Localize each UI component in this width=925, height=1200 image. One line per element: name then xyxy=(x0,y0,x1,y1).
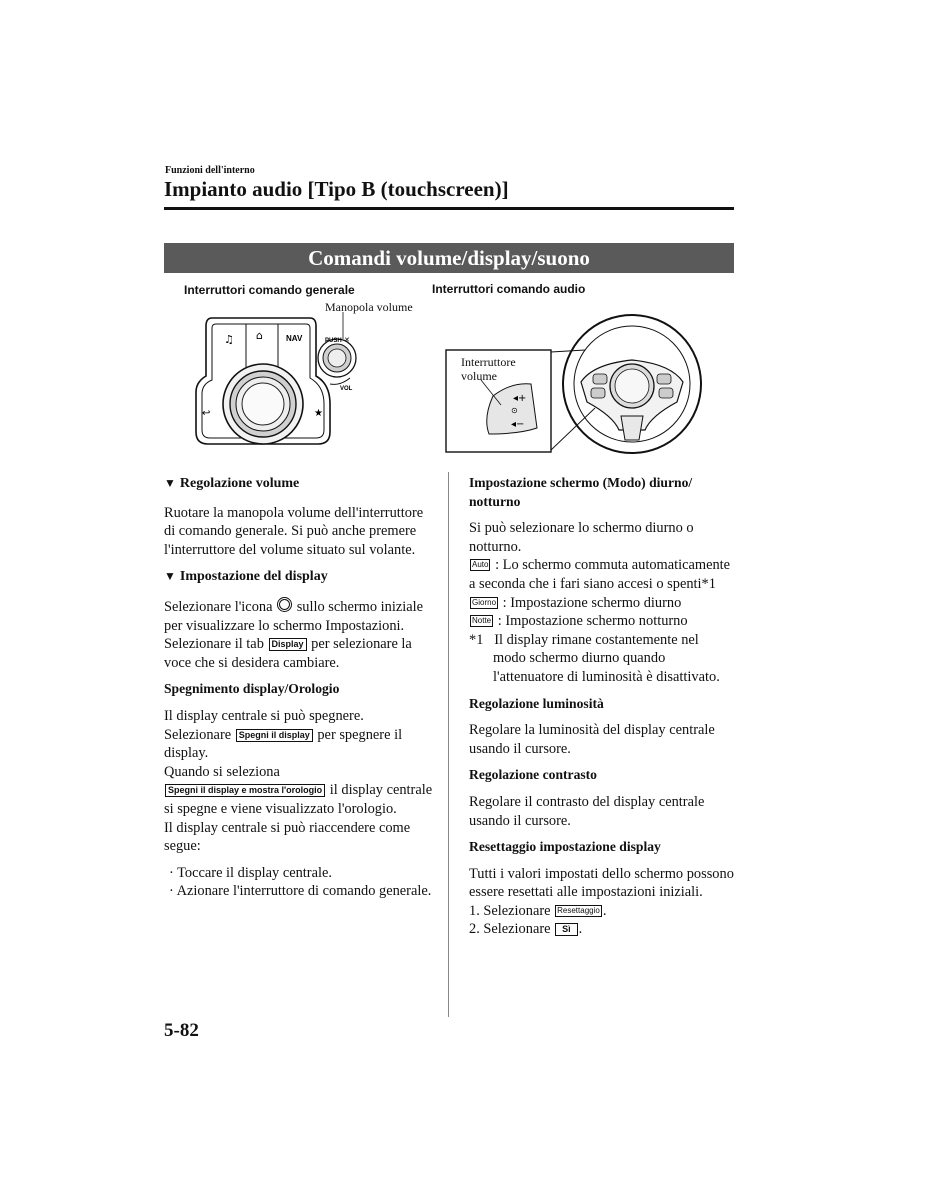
nav-label: NAV xyxy=(286,334,303,343)
footnote-text: Il display rimane costantemente nel modo schermo diurno quando l'attenuatore di luminosità è disattivato. xyxy=(493,631,720,685)
triangle-bullet-icon: ▼ xyxy=(164,569,176,584)
home-icon: ⌂ xyxy=(256,329,263,342)
mute-icon: ✕ xyxy=(344,336,350,344)
volume-up-icon: ◂+ xyxy=(513,393,527,404)
list-item: · Toccare il display centrale. xyxy=(169,864,332,881)
section-banner: Comandi volume/display/suono xyxy=(164,243,734,273)
step-1: 1. Selezionare Resettaggio . xyxy=(469,902,607,919)
paragraph-off-3: Quando si seleziona xyxy=(164,763,280,780)
subheading-brightness: Regolazione luminosità xyxy=(469,695,604,711)
subheading-reset: Resettaggio impostazione display xyxy=(469,839,661,855)
paragraph-volume: Ruotare la manopola volume dell'interruttore di comando generale. Si può anche premere l'interruttore del volume situato sul volante. xyxy=(164,504,424,558)
paragraph-off-1: Il display centrale si può spegnere. xyxy=(164,707,364,724)
voice-icon: ⊙ xyxy=(511,406,518,415)
display-off-key: Spegni il display xyxy=(236,729,313,742)
step-2: 2. Selezionare Sì . xyxy=(469,921,583,938)
left-column xyxy=(164,474,434,901)
subheading-display-off: Spegnimento display/Orologio xyxy=(164,681,340,697)
subheading-contrast: Regolazione contrasto xyxy=(469,767,597,783)
title-rule xyxy=(164,207,734,210)
heading-display xyxy=(164,567,434,587)
callout-volume-knob: Manopola volume xyxy=(325,300,413,314)
paragraph-day xyxy=(469,594,735,613)
fig-label-audio-switches: Interruttori comando audio xyxy=(432,282,586,296)
night-mode-key: Notte xyxy=(472,616,492,626)
callout-volume-switch xyxy=(461,355,516,383)
text-select-item: per selezionare la voce che si desidera cambiare. xyxy=(164,636,412,671)
bullet-use-commander: Azionare l'interruttore di comando generale. xyxy=(176,883,432,900)
step-1-text: 1. Selezionare xyxy=(469,902,551,919)
push-label: PUSH xyxy=(325,338,342,344)
text-day-mode: : Impostazione schermo diurno xyxy=(502,594,682,611)
callout-volume-switch-line1: Interruttore xyxy=(461,355,516,369)
volume-down-icon: ◂− xyxy=(511,419,525,430)
heading-display-text: Impostazione del display xyxy=(179,569,328,585)
paragraph-off-5: Il display centrale si può riaccendere come segue: xyxy=(164,819,411,855)
column-divider xyxy=(448,472,449,1017)
text-settings-screen: sullo schermo iniziale per visualizzare lo schermo Impostazioni. xyxy=(164,598,423,634)
running-header-section: Funzioni dell'interno xyxy=(165,165,255,176)
yes-key: Sì xyxy=(555,923,578,936)
list-item: · Azionare l'interruttore di comando generale. xyxy=(169,883,432,900)
fig-label-general-switches: Interruttori comando generale xyxy=(184,283,355,297)
text-select-tab: Selezionare il tab xyxy=(164,636,264,653)
heading-volume xyxy=(164,474,434,494)
text-select: Selezionare xyxy=(164,726,232,743)
paragraph-mode: Si può selezionare lo schermo diurno o notturno. xyxy=(469,520,694,555)
paragraph-auto xyxy=(469,556,735,593)
footnote-mark: *1 xyxy=(469,631,484,648)
paragraph-display-tab xyxy=(164,635,434,672)
text-turn-off: per spegnere il display. xyxy=(164,726,403,762)
favorite-icon: ★ xyxy=(314,408,323,419)
right-column xyxy=(469,474,735,939)
heading-volume-text: Regolazione volume xyxy=(179,476,300,491)
paragraph-contrast: Regolare il contrasto del display centrale usando il cursore. xyxy=(469,793,705,829)
display-off-clock-key: Spegni il display e mostra l'orologio xyxy=(165,784,325,797)
settings-gear-icon xyxy=(277,597,292,612)
triangle-bullet-icon: ▼ xyxy=(164,476,176,490)
paragraph-brightness: Regolare la luminosità del display centrale usando il cursore. xyxy=(469,722,715,757)
callout-volume-switch-line2: volume xyxy=(461,369,497,383)
paragraph-reset: Tutti i valori impostati dello schermo possono essere resettati alle impostazioni iniziali. xyxy=(469,865,734,901)
step-2-text: 2. Selezionare xyxy=(469,921,551,938)
text-the-display: il display xyxy=(329,782,383,799)
back-icon: ↩ xyxy=(202,408,211,419)
subheading-day-night: Impostazione schermo (Modo) diurno/ notturno xyxy=(469,475,693,509)
text-select-icon: Selezionare l'icona xyxy=(164,598,273,615)
chapter-title: Impianto audio [Tipo B (touchscreen)] xyxy=(164,177,509,201)
text-auto-mode: : Lo schermo commuta automaticamente a seconda che i fari siano accesi o spenti*1 xyxy=(469,557,731,592)
vol-label: VOL xyxy=(340,386,353,392)
paragraph-off-4 xyxy=(164,781,434,818)
paragraph-off-2 xyxy=(164,726,434,763)
text-clock-shown: centrale si spegne e viene visualizzato l'orologio. xyxy=(164,782,433,817)
auto-mode-key: Auto xyxy=(472,560,489,570)
bullet-touch-display: Toccare il display centrale. xyxy=(177,864,332,881)
paragraph-display-settings xyxy=(164,597,434,635)
reset-key: Resettaggio xyxy=(557,905,600,915)
paragraph-night xyxy=(469,612,735,631)
display-tab-key: Display xyxy=(269,638,307,651)
music-icon: ♫ xyxy=(224,333,234,346)
commander-switch-illustration xyxy=(180,312,375,452)
footnote xyxy=(469,631,735,687)
text-night-mode: : Impostazione schermo notturno xyxy=(497,613,688,630)
page-number: 5-82 xyxy=(164,1020,199,1041)
day-mode-key: Giorno xyxy=(472,597,497,607)
